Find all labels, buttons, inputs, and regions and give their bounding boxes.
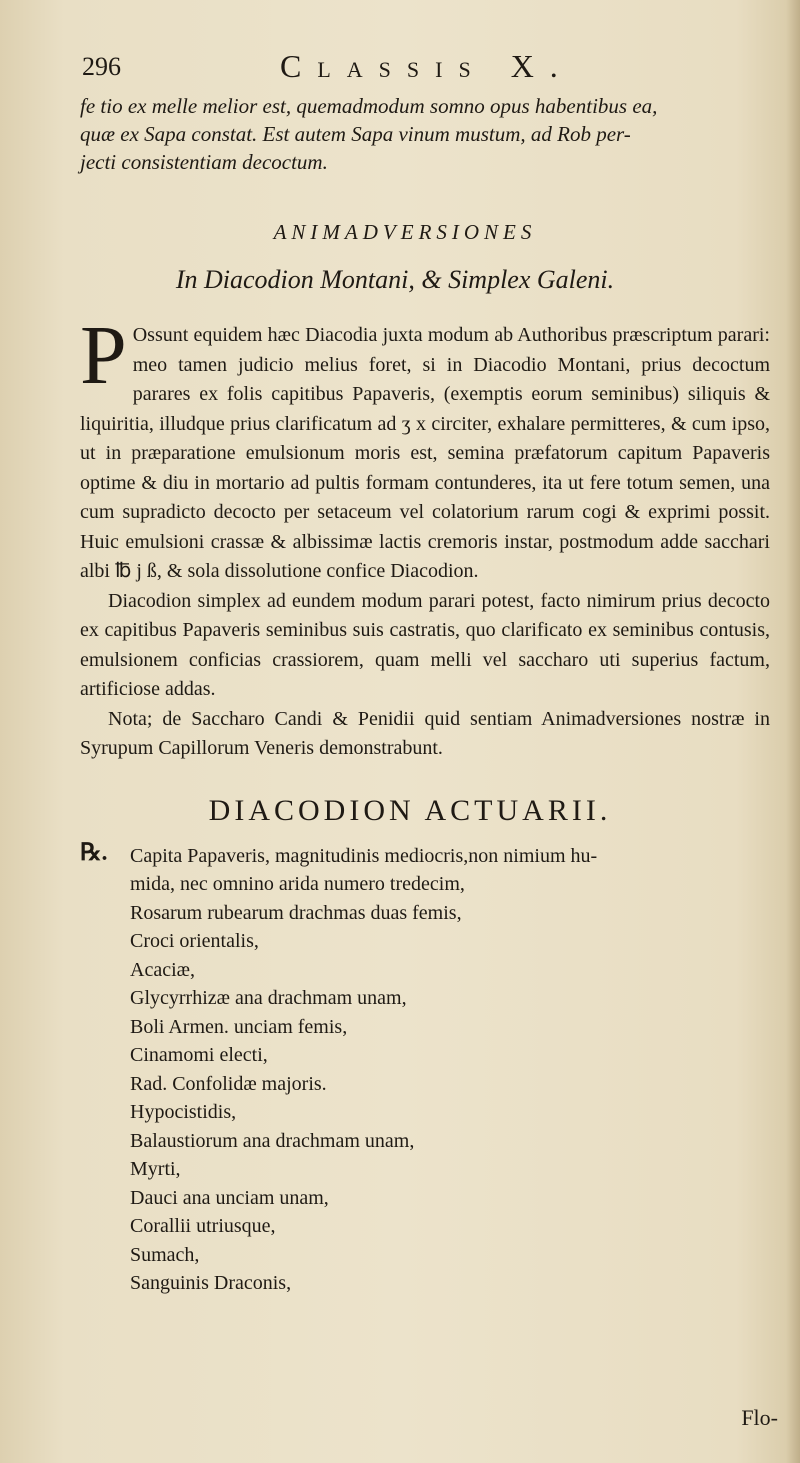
list-item: mida, nec omnino arida numero tredecim, (130, 873, 465, 895)
note-paragraph: Nota; de Saccharo Candi & Penidii quid sentiam Animadversiones nostræ in Syrupum Capillorum Veneris demonstrabunt. (80, 707, 770, 759)
running-title: Classis X. (280, 48, 574, 84)
list-item: Glycyrrhizæ ana drachmam unam, (130, 987, 407, 1009)
paragraph-1-text: Ossunt equidem hæc Diacodia juxta modum ab Authoribus præscriptum parari: meo tamen judicio melius foret, si in Diacodio Montani, prius decoctum parares ex folis capitibus Papaveris, (exemptis eorum seminibus) siliquis & liquiritia, illudque prius clarificatum ad ʒ x circiter, exhalare permitteres, & cum ipso, ut in præparatione emulsionum moris est, semina præfatorum capitum Papaveris optime & diu in mortario ad pultis formam contunderes, ita ut fere totum semen, una cum supradicto decocto per setaceum vel colatorium rarum cogi & exprimi possit. Huic emulsioni crassæ & albissimæ lactis cremoris instar, postmodum adde sacchari albi ℔ j ß, & sola dissolutione confice Diacodion. (80, 324, 770, 582)
page-header (80, 48, 770, 94)
drop-cap: P (80, 309, 127, 402)
recipe-symbol: ℞. (80, 839, 108, 866)
page-number: 296 (82, 52, 121, 81)
list-item: Acaciæ, (130, 958, 195, 981)
ingredient-list (80, 839, 770, 1298)
list-item: ℞. Capita Papaveris, magnitudinis mediocris,non nimium hu- (80, 839, 598, 867)
list-item: Myrti, (130, 1158, 181, 1180)
list-item: Sumach, (130, 1243, 200, 1266)
section-subtitle: In Diacodion Montani, & Simplex Galeni. (175, 265, 615, 294)
list-item: Balaustiorum ana drachmam unam, (130, 1129, 415, 1152)
list-item: Corallii utriusque, (130, 1215, 276, 1237)
previous-text (80, 92, 770, 176)
section-title: ANIMADVERSIONES (273, 220, 537, 244)
list-item: Sanguinis Draconis, (130, 1272, 292, 1294)
list-item: Boli Armen. unciam femis, (130, 1015, 348, 1038)
list-item: Cinamomi electi, (130, 1044, 268, 1066)
paragraph-1 (80, 309, 770, 587)
paragraph-2: Diacodion simplex ad eundem modum parari potest, facto nimirum prius decocto ex capitibus Papaveris seminibus suis castratis, quo clarificato ex seminibus contusis, emulsionem conficias crassiorem, quam melli vel saccharo uti superius factum, artificiose addas. (80, 589, 770, 700)
recipe-title: DIACODION ACTUARII. (208, 793, 612, 827)
page-content (80, 48, 770, 1298)
commentary-body (80, 309, 770, 764)
previous-text-line: fe tio ex melle melior est, quemadmodum somno opus habentibus ea, (80, 94, 658, 118)
list-item: Croci orientalis, (130, 930, 259, 952)
page-edge-shadow (786, 0, 800, 1463)
previous-text-line: jecti consistentiam decoctum. (80, 150, 328, 174)
list-item: Dauci ana unciam unam, (130, 1186, 329, 1209)
list-item: Hypocistidis, (130, 1101, 237, 1123)
list-item: Rad. Confolidæ majoris. (130, 1072, 327, 1095)
previous-text-line: quæ ex Sapa constat. Est autem Sapa vinum mustum, ad Rob per- (80, 122, 631, 146)
list-item: Rosarum rubearum drachmas duas femis, (130, 901, 462, 924)
catchword: Flo- (741, 1405, 778, 1430)
